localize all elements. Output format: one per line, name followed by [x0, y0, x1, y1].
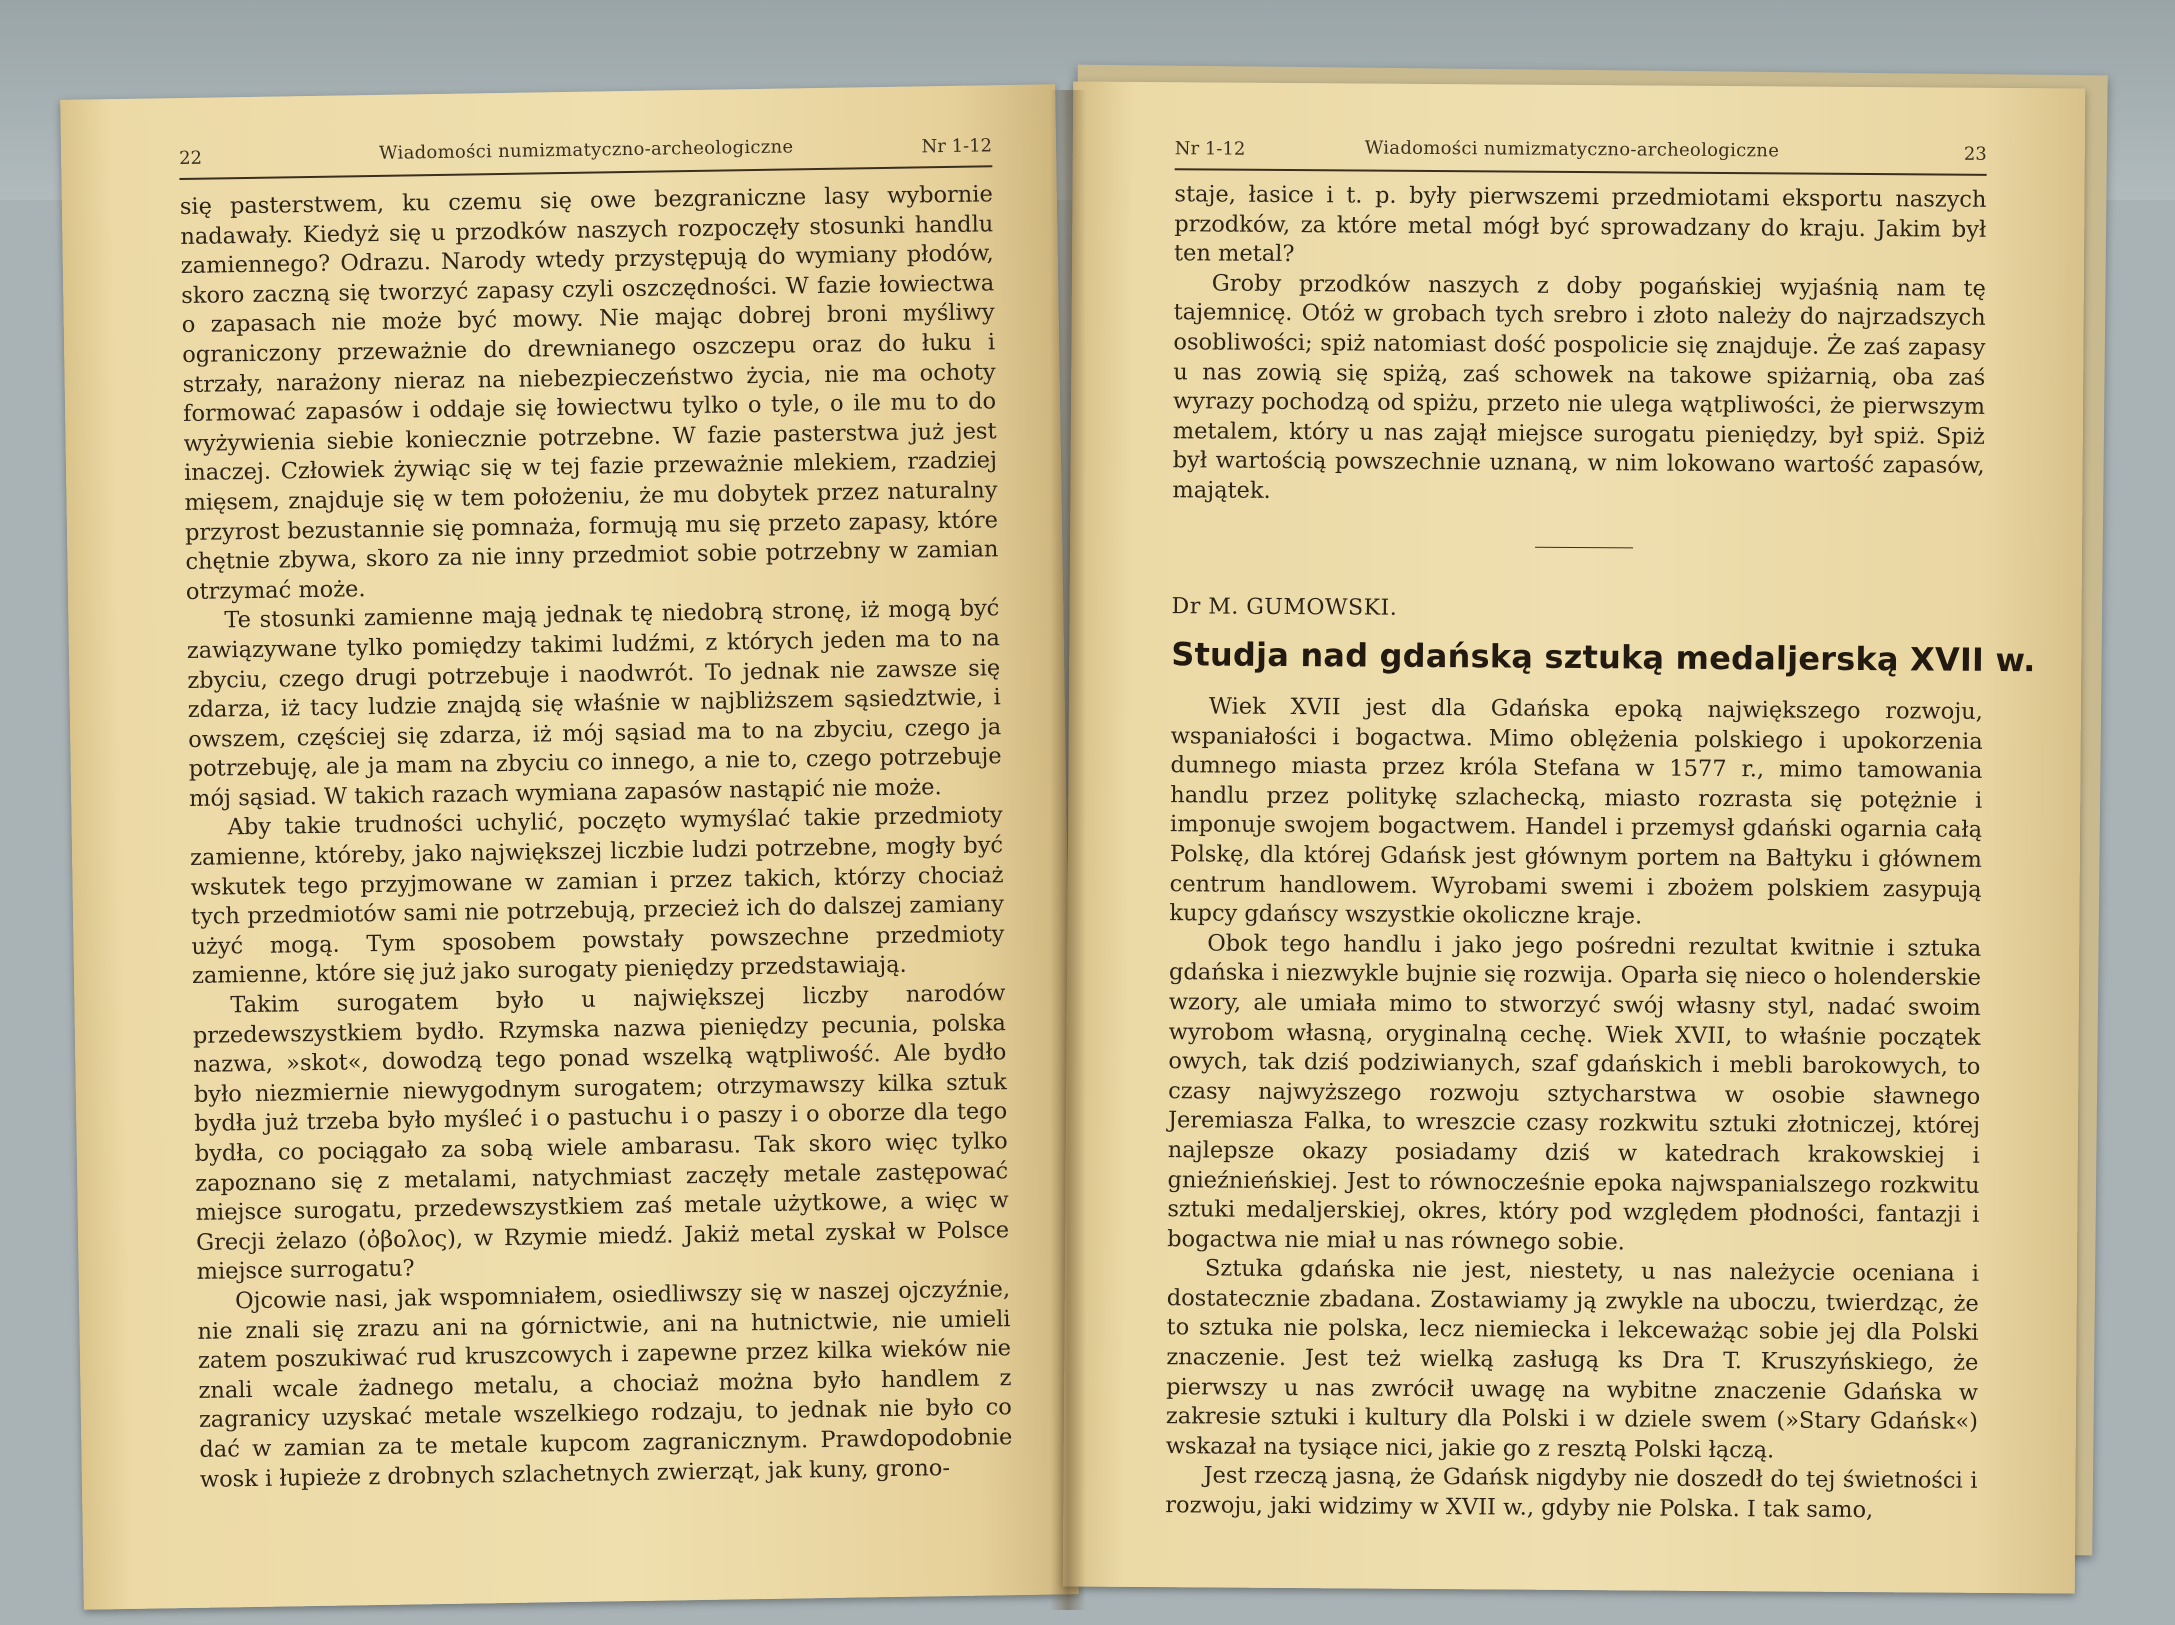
- left-page-body: [180, 180, 1013, 1495]
- header-rule: [1175, 168, 1987, 176]
- page-number: 22: [178, 147, 203, 170]
- book-spine-shadow: [1050, 90, 1086, 1610]
- paragraph: staje, łasice i t. p. były pierwszemi przedmiotami eksportu naszych przodków, za które metal mógł być sprowadzany do kraju. Jakim był ten metal?: [1173, 181, 1987, 268]
- paragraph: Groby przodków naszych z doby pogańskiej wyjaśnią nam tę tajemnicę. Otóż w grobach tych srebro i złoto należy do najrzadszych osobliwości; spiż natomiast dość pospolicie się znajduje. Że zaś zapasy u nas zowią się spiżą, zaś schowek na takowe spiżarnią, oba zaś wyrazy pochodzą od spiżu, przeto nie ulega wątpliwości, że pierwszym metalem, który u nas zajął miejsce surogatu pieniędzy, był spiż. Spiż był wartością powszechnie uznaną, w nim lokowano wartość zapasów, majątek.: [1172, 270, 1986, 504]
- paragraph: Te stosunki zamienne mają jednak tę niedobrą stronę, iż mogą być zawiązywane tylko pomiędzy takimi ludźmi, z których jeden ma to na zbyciu, czego drugi potrzebuje i naodwrót. To jednak nie zawsze się zdarza, iż tacy ludzie znajdą się właśnie w najbliższem sąsiedztwie, i owszem, częściej się zdarza, iż mój sąsiad ma to na zbyciu, czego ja potrzebuję, ale ja mam na zbyciu co innego, a nie to, czego potrzebuje mój sąsiad. W takich razach wymiana zapasów nastąpić nie może.: [186, 595, 1002, 812]
- paragraph: Aby takie trudności uchylić, poczęto wymyślać takie przedmioty zamienne, któreby, jako największej liczbie ludzi potrzebne, mogły być wskutek tego przyjmowane w zamian i przez takich, którzy chociaż tych przedmiotów sami nie potrzebują, przecież ich do dalszej zamiany użyć mogą. Tym sposobem powstały powszechne przedmioty zamienne, które się już jako surogaty pieniędzy przedstawiają.: [189, 802, 1005, 990]
- running-title: Wiadomości numizmatyczno-archeologiczne: [1364, 137, 1780, 162]
- left-page-header: [179, 127, 993, 180]
- article-title: Studja nad gdańską sztuką medaljerską XVII w.: [1171, 635, 2036, 680]
- paragraph: Wiek XVII jest dla Gdańska epoką największego rozwoju, wspaniałości i bogactwa. Mimo oblężenia polskiego i upokorzenia dumnego miasta przez króla Stefana w 1577 r., mimo tamowania handlu przez politykę szlachecką, miasto rozrasta się potężnie i imponuje swojem bogactwem. Handel i przemysł gdański ogarnia całą Polskę, dla której Gdańsk jest głównym portem na Bałtyku i głównem centrum handlowem. Wyrobami swemi i zbożem polskiem zasypują kupcy gdańscy wszystkie okoliczne kraje.: [1169, 693, 1983, 930]
- running-title: Wiadomości numizmatyczno-archeologiczne: [378, 136, 794, 164]
- paragraph: Sztuka gdańska nie jest, niestety, u nas należycie oceniana i dostatecznie zbadana. Zostawiamy ją zwykle na uboczu, twierdząc, że to sztuka nie polska, lecz niemiecka i lekceważąc sobie jej dla Polski znaczenie. Jest też wielką zasługą ks Dra T. Kruszyńskiego, że pierwszy u nas zwrócił uwagę na wybitne znaczenie Gdańska w zakresie sztuki i kultury dla Polski i w dziele swem (»Stary Gdańsk«) wskazał na tysiące nici, jakie go z resztą Polski łączą.: [1165, 1255, 1980, 1464]
- header-rule: [179, 165, 992, 180]
- right-page-header: [1175, 130, 1987, 176]
- page-number: 23: [1963, 143, 1987, 165]
- right-page-body-top: [1172, 180, 1986, 511]
- issue-number: Nr 1-12: [1174, 138, 1246, 160]
- section-separator: [1535, 547, 1633, 549]
- paragraph: się pasterstwem, ku czemu się owe bezgraniczne lasy wybornie nadawały. Kiedyż się u przodków naszych rozpoczęły stosunki handlu zamiennego? Odrazu. Narody wtedy przystępują do wymiany płodów, skoro zaczną się tworzyć zapasy czyli oszczędności. W fazie łowiectwa o zapasach nie może być mowy. Nie mając dobrej broni myśliwy ograniczony przeważnie do drewnianego oszczepu oraz do łuku i strzały, narażony nieraz na niebezpieczeństwo życia, nie ma ochoty formować zapasów i oddaje się łowiectwu tylko o tyle, o ile mu to do wyżywienia siebie koniecznie potrzebne. W fazie pasterstwa już jest inaczej. Człowiek żywiąc się w tej fazie przeważnie mlekiem, rzadziej mięsem, znajduje się w tem położeniu, że mu dobytek przez naturalny przyrost bezustannie się pomnaża, formują mu się przeto zapasy, które chętnie zbywa, skoro za nie inny przedmiot sobie potrzebny w zamian otrzymać może.: [179, 181, 999, 605]
- right-page-article-body: [1165, 692, 1983, 1526]
- right-page: [1063, 81, 2085, 1593]
- paragraph: Takim surogatem było u największej liczby narodów przedewszystkiem bydło. Rzymska nazwa pieniędzy pecunia, polska nazwa, »skot«, dowodzą tego ponad wszelką wątpliwość. Ale bydło było niezmiernie niewygodnym surogatem; otrzymawszy kilka sztuk bydła już trzeba było myśleć i o pastuchu i o paszy i o oborze dla tego bydła, co pociągało za sobą wiele ambarasu. Tak skoro więc tylko zapoznano się z metalami, natychmiast zaczęły metale zastępować miejsce surogatu, przedewszystkiem zaś metale użytkowe, a więc w Grecji żelazo (ὀβολος), w Rzymie miedź. Jakiż metal zyskał w Polsce miejsce surrogatu?: [192, 980, 1010, 1286]
- article-author: Dr M. GUMOWSKI.: [1171, 594, 1398, 621]
- issue-number: Nr 1-12: [921, 135, 993, 158]
- paragraph: Ojcowie nasi, jak wspomniałem, osiedliwszy się w naszej ojczyźnie, nie znali się zrazu ani na górnictwie, ani na hutnictwie, nie umieli zatem poszukiwać rud kruszcowych i zapewne przez kilka wieków nie znali wcale żadnego metalu, a chociaż można było handlem z zagranicy uzyskać metale wszelkiego rodzaju, to jednak nie było co dać w zamian za te metale kupcom zagranicznym. Prawdopodobnie wosk i łupieże z drobnych szlachetnych zwierząt, jak kuny, grono-: [197, 1276, 1013, 1493]
- paragraph: Jest rzeczą jasną, że Gdańsk nigdyby nie doszedł do tej świetności i rozwoju, jaki widzimy w XVII w., gdyby nie Polska. I tak samo,: [1165, 1462, 1978, 1524]
- paragraph: Obok tego handlu i jako jego pośredni rezultat kwitnie i sztuka gdańska i niezwykle bujnie się rozwija. Oparła się nieco o holenderskie wzory, ale umiała mimo to stworzyć swój własny styl, nadać swoim wyrobom własną, oryginalną cechę. Wiek XVII, to właśnie początek owych, tak dziś podziwianych, szaf gdańskich i mebli barokowych, to czasy najwyższego rozwoju sztycharstwa w osobie sławnego Jeremiasza Falka, to wreszcie czasy rozkwitu sztuki złotniczej, której najlepsze okazy posiadamy dziś w katedrach krakowskiej i gnieźnieńskiej. Jest to równocześnie epoka najwspanialszego rozkwitu sztuki medaljerskiej, okres, który pod względem płodności, fantazji i bogactwa nie miał u nas równego sobie.: [1167, 930, 1982, 1256]
- left-page: [60, 84, 1079, 1609]
